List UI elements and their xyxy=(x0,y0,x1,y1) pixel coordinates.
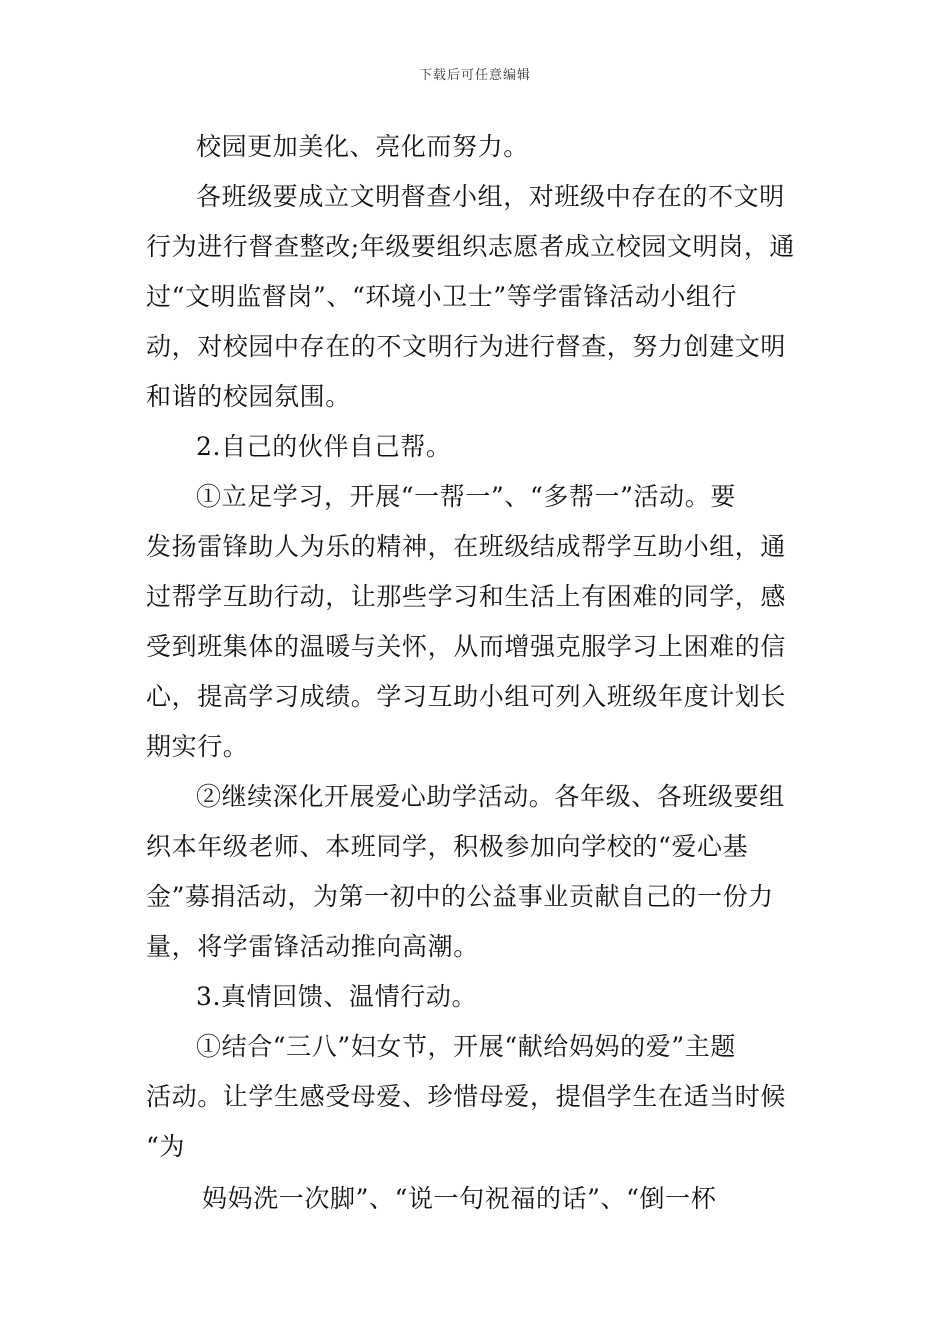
section-heading: 3.真情回馈、温情行动。 xyxy=(196,982,478,1011)
text-line: 量，将学雷锋活动推向高潮。 xyxy=(146,932,479,961)
text-line: 金”募捐活动，为第一初中的公益事业贡献自己的一份力 xyxy=(146,882,774,911)
text-line: 受到班集体的温暖与关怀，从而增强克服学习上困难的信 xyxy=(146,632,787,661)
text-line: 和谐的校园氛围。 xyxy=(146,382,351,411)
section-heading: 2.自己的伙伴自己帮。 xyxy=(196,432,452,461)
text-line: 活动。让学生感受母爱、珍惜母爱，提倡学生在适当时候 xyxy=(146,1082,787,1111)
page-header: 下载后可任意编辑 xyxy=(418,68,531,83)
text-line: 发扬雷锋助人为乐的精神，在班级结成帮学互助小组，通 xyxy=(146,532,787,561)
text-line: 过帮学互助行动，让那些学习和生活上有困难的同学，感 xyxy=(146,582,787,611)
document-body xyxy=(146,122,812,1224)
text-line: 动，对校园中存在的不文明行为进行督查，努力创建文明 xyxy=(146,332,787,361)
text-line: 各班级要成立文明督查小组，对班级中存在的不文明 xyxy=(196,182,785,211)
text-line: ①结合“三八”妇女节，开展“献给妈妈的爱”主题 xyxy=(196,1032,736,1061)
text-line: ①立足学习，开展“一帮一”、“多帮一”活动。要 xyxy=(196,482,736,511)
text-line: 期实行。 xyxy=(146,732,249,761)
text-line: ②继续深化开展爱心助学活动。各年级、各班级要组 xyxy=(196,782,785,811)
text-line: 校园更加美化、亮化而努力。 xyxy=(196,132,529,161)
text-line: “为 xyxy=(146,1132,185,1161)
text-line: 妈妈洗一次脚”、“说一句祝福的话”、“倒一杯 xyxy=(202,1184,717,1213)
text-line: 行为进行督查整改;年级要组织志愿者成立校园文明岗，通 xyxy=(146,232,796,261)
text-line: 过“文明监督岗”、“环境小卫士”等学雷锋活动小组行 xyxy=(146,282,738,311)
text-line: 心，提高学习成绩。学习互助小组可列入班级年度计划长 xyxy=(146,682,787,711)
text-line: 织本年级老师、本班同学，积极参加向学校的“爱心基 xyxy=(146,832,749,861)
